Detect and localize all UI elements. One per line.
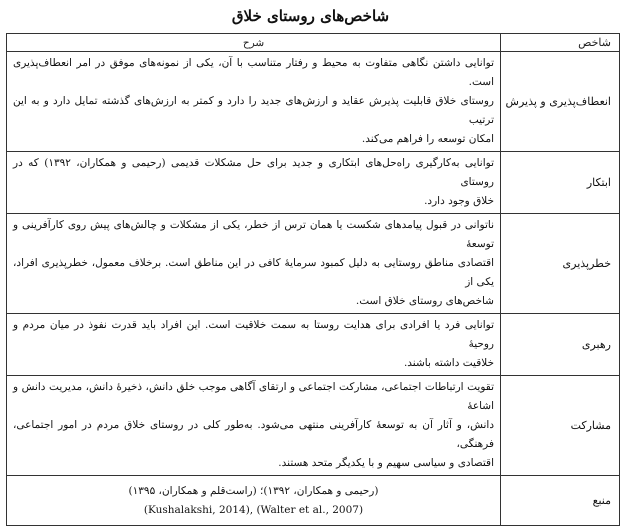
explanation-line: روستای خلاق قابلیت پذیرش عقاید و ارزش‌های جدید را دارد و کمتر به ارزش‌های گذشته تمایل دارد و به این ترتیب [13, 95, 494, 126]
explanation-line: اقتصادی مناطق روستایی به دلیل کمبود سرمایهٔ کافی در این مناطق است. برخلاف معمول، خطرپذیری افراد، یکی از [13, 257, 494, 288]
indicator-cell: رهبری [501, 314, 620, 376]
source-line-persian: (رحیمی و همکاران، ۱۳۹۲)؛ (راست‌قلم و همکاران، ۱۳۹۵) [128, 484, 379, 497]
indicator-cell: منبع [501, 476, 620, 526]
header-explanation: شرح [7, 34, 501, 52]
creative-village-indicators-table [6, 33, 620, 526]
explanation-line: تقویت ارتباطات اجتماعی، مشارکت اجتماعی و ارتقای آگاهی موجب خلق دانش، ذخیرهٔ دانش، مدیریت دانش و اشاعهٔ [13, 381, 494, 412]
table-row [7, 52, 620, 152]
page-title: شاخص‌های روستای خلاق [231, 7, 390, 25]
table-row [7, 314, 620, 376]
indicator-cell: مشارکت [501, 376, 620, 476]
explanation-line: دانش، و آثار آن به توسعهٔ کارآفرینی منتهی می‌شود. به‌طور کلی در روستای خلاق مردم در امور اجتماعی، فرهنگی، [13, 419, 494, 450]
indicator-cell: ابتکار [501, 152, 620, 214]
explanation-line: توانایی به‌کارگیری راه‌حل‌های ابتکاری و جدید برای حل مشکلات قدیمی (رحیمی و همکاران، ۱۳۹۲) که در روستای [13, 157, 494, 188]
table-row [7, 152, 620, 214]
source-line-latin: (Kushalakshi, 2014), (Walter et al., 2007) [143, 503, 364, 516]
explanation-line: توانایی فرد یا افرادی برای هدایت روستا به سمت خلاقیت است. این افراد باید قدرت نفوذ در میان مردم و روحیهٔ [13, 319, 494, 350]
explanation-line: ناتوانی در قبول پیامدهای شکست یا همان ترس از خطر، یکی از مشکلات و چالش‌های پیش روی کارآفرینی و توسعهٔ [13, 219, 494, 250]
sources-cell [7, 476, 501, 526]
explanation-cell [7, 152, 501, 214]
explanation-line: اقتصادی و سیاسی سهیم و با یکدیگر متحد هستند. [278, 457, 494, 469]
table-header-row [7, 34, 620, 52]
header-indicator: شاخص [501, 34, 620, 52]
table-row [7, 376, 620, 476]
explanation-cell [7, 214, 501, 314]
explanation-line: شاخص‌های روستای خلاق است. [355, 295, 494, 307]
explanation-cell [7, 314, 501, 376]
explanation-cell [7, 376, 501, 476]
table-row [7, 214, 620, 314]
explanation-line: خلاقیت داشته باشند. [403, 357, 494, 369]
indicator-cell: انعطاف‌پذیری و پذیرش [501, 52, 620, 152]
indicator-cell: خطرپذیری [501, 214, 620, 314]
explanation-line: امکان توسعه را فراهم می‌کند. [361, 133, 494, 145]
explanation-line: خلاق وجود دارد. [424, 195, 494, 207]
explanation-line: توانایی داشتن نگاهی متفاوت به محیط و رفتار متناسب با آن، یکی از نمونه‌های موفق در امر انعطاف‌پذیری است. [13, 57, 494, 88]
table-row-sources [7, 476, 620, 526]
explanation-cell [7, 52, 501, 152]
